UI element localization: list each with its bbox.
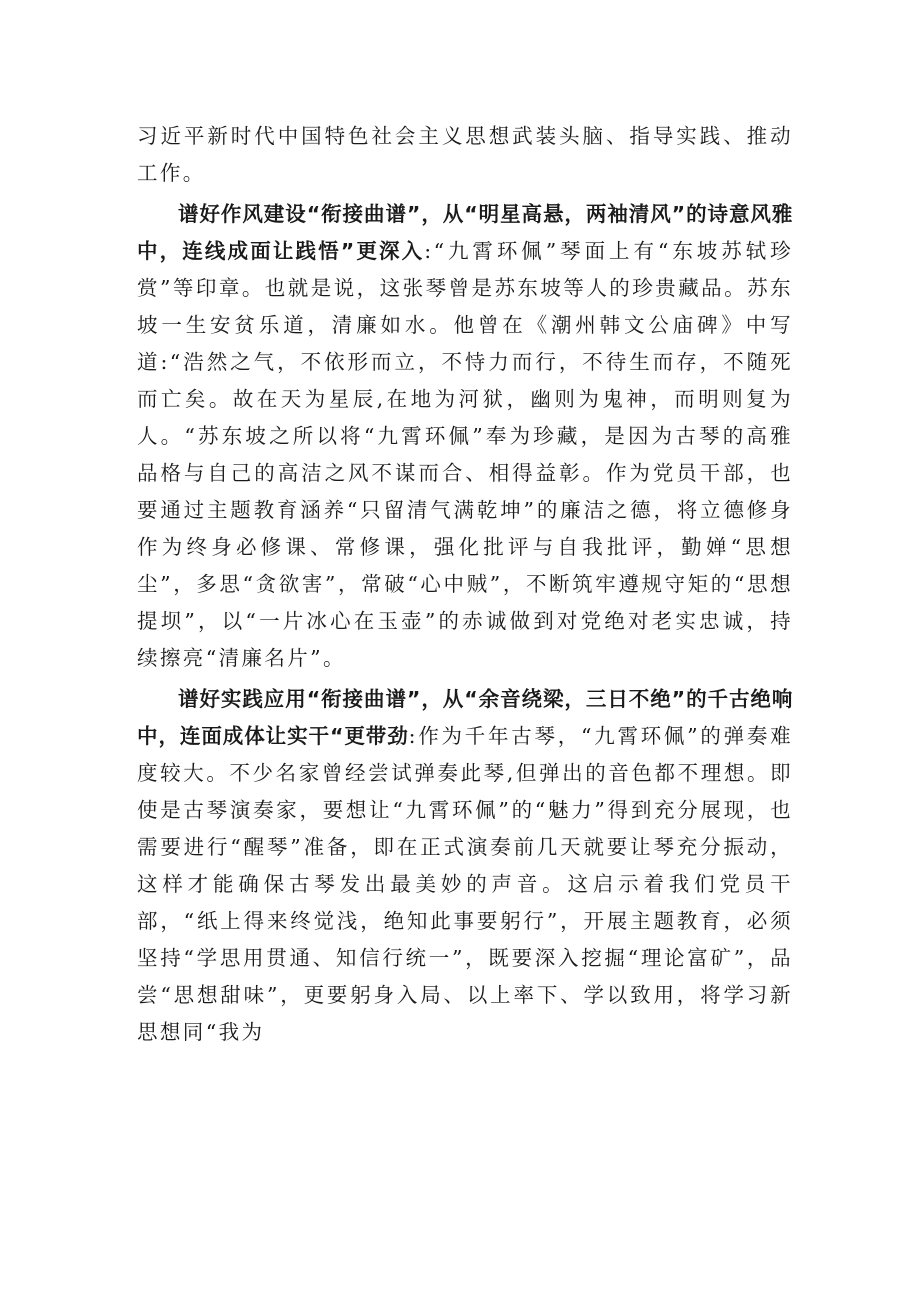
paragraph-1 <box>137 118 793 192</box>
paragraph-3 <box>137 681 793 1051</box>
paragraph-2-body: :“九霄环佩”琴面上有“东坡苏轼珍赏”等印章。也就是说，这张琴曾是苏东坡等人的珍贵藏品。苏东坡一生安贫乐道，清廉如水。他曾在《潮州韩文公庙碑》中写道:“浩然之气，不依形而立，不恃力而行，不待生而存，不随死而亡矣。故在天为星辰,在地为河狱，幽则为鬼神，而明则复为人。“苏东坡之所以将“九霄环佩”奉为珍藏，是因为古琴的高雅品格与自己的高洁之风不谋而合、相得益彰。作为党员干部，也要通过主题教育涵养“只留清气满乾坤”的廉洁之德，将立德修身作为终身必修课、常修课，强化批评与自我批评，勤婵“思想尘”，多思“贪欲害”，常破“心中贼”，不断筑牢遵规守矩的“思想提坝”，以“一片冰心在玉壶”的赤诚做到对党绝对老实忠诚，持续擦亮“清廉名片”。 <box>137 239 793 670</box>
paragraph-2-lead: 谱好作风建设“衔接曲谱”，从“明星高悬，两袖清风”的诗意风雅中，连线成面让践悟”更深入 <box>137 202 793 263</box>
paragraph-3-body: :作为千年古琴，“九霄环佩”的弹奏难度较大。不少名家曾经尝试弹奏此琴,但弹出的音色都不理想。即使是古琴演奏家，要想让“九霄环佩”的“魅力”得到充分展现，也需要进行“醒琴”准备，即在正式演奏前几天就要让琴充分振动，这样才能确保古琴发出最美妙的声音。这启示着我们党员干部，“纸上得来终觉浅，绝知此事要躬行”，开展主题教育，必须坚持“学思用贯通、知信行统一”，既要深入挖掘“理论富矿”，品尝“思想甜味”，更要躬身入局、以上率下、学以致用，将学习新思想同“我为 <box>137 724 793 1044</box>
paragraph-1-body: 习近平新时代中国特色社会主义思想武装头脑、指导实践、推动工作。 <box>137 124 793 185</box>
paragraph-2 <box>137 196 793 677</box>
document-body <box>137 118 793 1055</box>
paragraph-3-lead: 谱好实践应用“衔接曲谱”，从“余音绕梁，三日不绝”的千古绝响中，连面成体让实干“更带劲 <box>137 687 793 748</box>
